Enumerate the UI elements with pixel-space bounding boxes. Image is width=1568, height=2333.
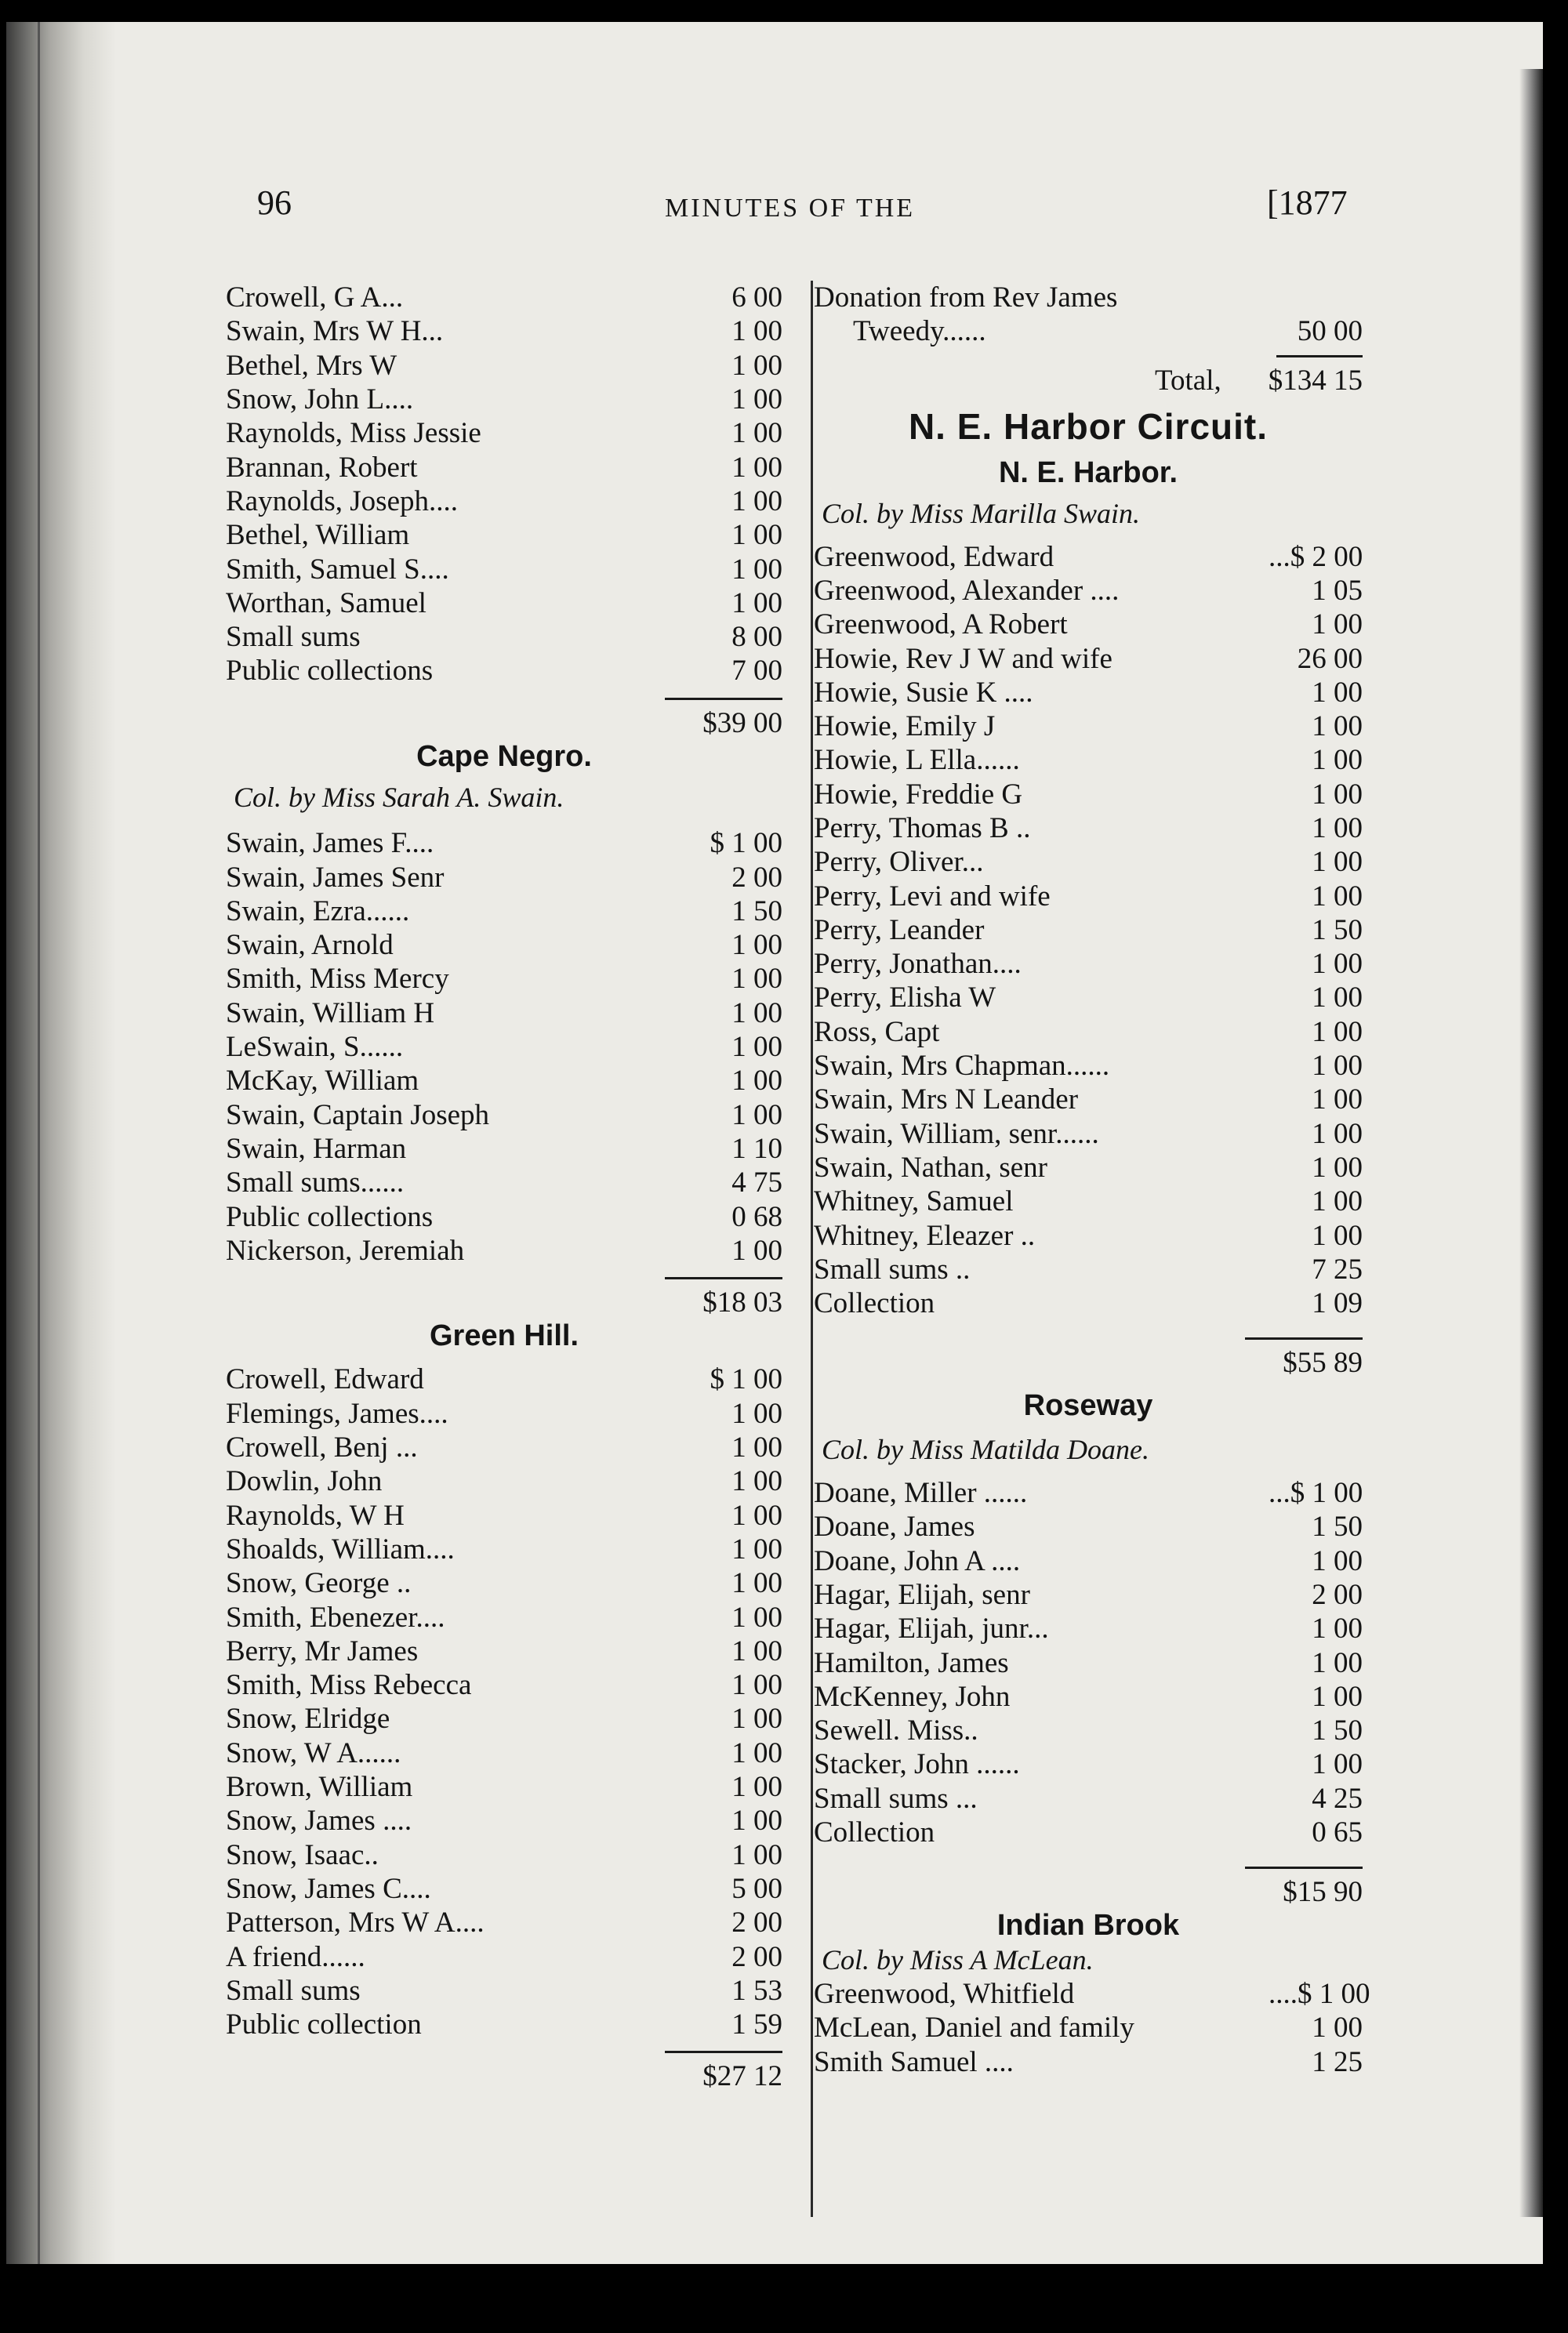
donor-name: Howie, Susie K .... xyxy=(814,676,1033,709)
donor-amount: 50 00 xyxy=(1297,315,1363,348)
donor-amount: 1 10 xyxy=(731,1132,782,1165)
list-item xyxy=(814,1117,1363,1151)
list-item xyxy=(226,1234,782,1268)
donor-name: Public collections xyxy=(226,1200,434,1233)
donor-name: Greenwood, Alexander .... xyxy=(814,574,1120,607)
list-item xyxy=(226,962,782,996)
list-item xyxy=(226,1736,782,1770)
donor-amount: 1 00 xyxy=(1312,1748,1363,1781)
donor-name: A friend...... xyxy=(226,1940,365,1973)
donor-name: Smith Samuel .... xyxy=(814,2045,1014,2078)
donor-amount: 1 00 xyxy=(1312,880,1363,913)
list-item xyxy=(226,1974,782,2008)
donor-amount: 1 00 xyxy=(1312,812,1363,844)
list-item xyxy=(814,1218,1363,1252)
left-column xyxy=(226,281,782,2093)
list-item xyxy=(226,894,782,928)
donor-amount: 1 00 xyxy=(731,484,782,517)
list-item xyxy=(226,314,782,348)
list-item xyxy=(814,1645,1363,1679)
list-item xyxy=(226,1566,782,1600)
collector-line: Col. by Miss A McLean. xyxy=(822,1944,1094,1976)
donor-amount: $ 1 00 xyxy=(710,1363,782,1396)
donor-amount: 1 00 xyxy=(1312,608,1363,641)
list-item xyxy=(226,349,782,383)
donor-amount: 1 53 xyxy=(731,1974,782,2007)
donor-name: Doane, James xyxy=(814,1511,975,1544)
list-item xyxy=(814,539,1363,573)
donor-name: Doane, John A .... xyxy=(814,1544,1021,1577)
right-column xyxy=(814,281,1370,2079)
collector-line: Col. by Miss Sarah A. Swain. xyxy=(234,781,564,813)
donor-name: Swain, Mrs W H... xyxy=(226,315,444,348)
donor-name: Ross, Capt xyxy=(814,1015,940,1048)
donor-amount: 1 00 xyxy=(1312,1646,1363,1679)
list-item xyxy=(226,654,782,688)
grand-total: $134 15 xyxy=(1268,364,1363,397)
donor-amount: 1 05 xyxy=(1312,574,1363,607)
list-item xyxy=(814,608,1363,641)
donor-name: Doane, Miller ...... xyxy=(814,1477,1028,1510)
list-item xyxy=(226,518,782,552)
section-total: $18 03 xyxy=(702,1286,782,1319)
donor-name: Howie, L Ella...... xyxy=(814,744,1020,777)
donor-amount: 1 00 xyxy=(731,451,782,484)
donor-name: Swain, William, senr...... xyxy=(814,1117,1099,1150)
sum-rule xyxy=(1245,1337,1363,1340)
donor-name: Smith, Samuel S.... xyxy=(226,553,449,586)
donor-name: Greenwood, Edward xyxy=(814,540,1054,573)
donor-amount: 26 00 xyxy=(1297,642,1363,675)
donor-amount: 1 00 xyxy=(1312,1151,1363,1184)
sum-rule xyxy=(1245,1867,1363,1869)
donor-amount: 1 00 xyxy=(1312,846,1363,879)
list-item xyxy=(226,1702,782,1736)
collector-line: Col. by Miss Matilda Doane. xyxy=(822,1434,1149,1466)
donor-name: Brannan, Robert xyxy=(226,451,418,484)
donor-name: Perry, Levi and wife xyxy=(814,880,1051,913)
donor-name: Raynolds, W H xyxy=(226,1499,405,1532)
list-item xyxy=(226,586,782,620)
list-item xyxy=(814,676,1363,709)
donor-amount: 1 00 xyxy=(731,1805,782,1838)
list-item xyxy=(226,2008,782,2041)
donor-name: Swain, James Senr xyxy=(226,861,445,894)
section-heading: Cape Negro. xyxy=(416,739,592,773)
list-item xyxy=(814,2011,1363,2045)
page-header xyxy=(6,183,1543,230)
donor-amount: ....$ 1 00 xyxy=(1269,1977,1370,2010)
sum-rule xyxy=(665,1277,782,1279)
donor-name: Whitney, Samuel xyxy=(814,1185,1014,1218)
donor-amount: 1 00 xyxy=(731,1431,782,1464)
section-heading: Green Hill. xyxy=(429,1319,579,1353)
donor-name: Crowell, Benj ... xyxy=(226,1431,418,1464)
donor-name: Public collection xyxy=(226,2008,422,2041)
donor-amount: 1 00 xyxy=(731,1669,782,1702)
donor-name: Smith, Miss Mercy xyxy=(226,963,449,996)
donor-name: Brown, William xyxy=(226,1771,413,1804)
list-item xyxy=(226,1668,782,1702)
donor-amount: 1 00 xyxy=(1312,2012,1363,2045)
list-item xyxy=(226,1431,782,1464)
donor-amount: 1 00 xyxy=(731,1065,782,1098)
donor-name: Bethel, Mrs W xyxy=(226,349,397,382)
list-item xyxy=(814,709,1363,743)
book-gutter xyxy=(6,22,116,2264)
donor-amount: 8 00 xyxy=(731,621,782,654)
donor-amount: 1 00 xyxy=(1312,1613,1363,1645)
donor-name: Swain, Harman xyxy=(226,1132,407,1165)
list-item xyxy=(814,1612,1363,1645)
donor-name: Berry, Mr James xyxy=(226,1635,419,1667)
donor-amount: 1 00 xyxy=(731,519,782,552)
donation-item xyxy=(814,314,1363,348)
list-item xyxy=(814,1782,1363,1816)
section-total: $39 00 xyxy=(702,706,782,739)
list-item xyxy=(226,1906,782,1939)
collector-line: Col. by Miss Marilla Swain. xyxy=(822,497,1141,529)
list-item xyxy=(226,620,782,654)
donor-name: Crowell, G A... xyxy=(226,281,404,314)
donor-amount: 2 00 xyxy=(731,1940,782,1973)
section-total: $55 89 xyxy=(1283,1347,1363,1380)
donor-amount: ...$ 1 00 xyxy=(1269,1477,1363,1510)
list-item xyxy=(226,1464,782,1498)
donor-name: Snow, Isaac.. xyxy=(226,1838,379,1871)
donor-name: McKay, William xyxy=(226,1065,419,1098)
donor-amount: 2 00 xyxy=(731,1907,782,1939)
section-total: $27 12 xyxy=(702,2060,782,2093)
list-item xyxy=(226,1533,782,1566)
list-item xyxy=(226,484,782,518)
list-item xyxy=(226,928,782,962)
list-item xyxy=(226,1132,782,1166)
list-item xyxy=(226,826,782,860)
donor-amount: 1 00 xyxy=(1312,1083,1363,1116)
donor-name: Howie, Emily J xyxy=(814,710,996,743)
donor-amount: 1 25 xyxy=(1312,2045,1363,2078)
list-item xyxy=(814,947,1363,981)
list-item xyxy=(814,1476,1363,1510)
donor-name: Sewell. Miss.. xyxy=(814,1714,978,1747)
donor-name: Stacker, John ...... xyxy=(814,1748,1020,1781)
donor-amount: 1 00 xyxy=(731,1234,782,1267)
donor-amount: 1 00 xyxy=(731,1771,782,1804)
donor-name: Public collections xyxy=(226,655,434,688)
total-label: Total, xyxy=(1155,364,1221,397)
section-total: $15 90 xyxy=(1283,1876,1363,1909)
donor-name: Swain, Mrs Chapman...... xyxy=(814,1050,1110,1083)
donor-amount: 1 00 xyxy=(731,315,782,348)
list-item xyxy=(226,1098,782,1132)
donor-amount: 7 00 xyxy=(731,655,782,688)
donor-amount: 1 50 xyxy=(1312,1511,1363,1544)
donor-name: LeSwain, S...... xyxy=(226,1031,404,1064)
list-item xyxy=(226,383,782,416)
donor-amount: 1 00 xyxy=(731,1533,782,1566)
list-item xyxy=(226,1030,782,1064)
donor-amount: 1 00 xyxy=(731,1601,782,1634)
list-item xyxy=(814,981,1363,1014)
list-item xyxy=(814,811,1363,845)
donor-name: Swain, Arnold xyxy=(226,929,394,962)
list-item xyxy=(814,1578,1363,1612)
list-item xyxy=(814,1049,1363,1083)
donor-name: Perry, Leander xyxy=(814,913,985,946)
donor-amount: 7 25 xyxy=(1312,1253,1363,1286)
donor-name: Smith, Ebenezer.... xyxy=(226,1601,445,1634)
donor-amount: 6 00 xyxy=(731,281,782,314)
donor-amount: 1 00 xyxy=(1312,676,1363,709)
donor-amount: 1 00 xyxy=(731,586,782,619)
donor-name: Patterson, Mrs W A.... xyxy=(226,1907,485,1939)
donor-name: Small sums xyxy=(226,1974,361,2007)
donor-name: Greenwood, Whitfield xyxy=(814,1977,1075,2010)
donor-amount: 1 00 xyxy=(1312,1050,1363,1083)
list-item xyxy=(814,778,1363,811)
roseway-list xyxy=(814,1476,1363,1909)
donor-amount: 1 00 xyxy=(731,963,782,996)
donor-amount: 1 00 xyxy=(731,1031,782,1064)
donor-name: Hamilton, James xyxy=(814,1646,1009,1679)
grand-total-row xyxy=(814,364,1363,397)
list-item xyxy=(226,552,782,586)
list-item xyxy=(814,1747,1363,1781)
donor-name: Perry, Oliver... xyxy=(814,846,984,879)
donation-line: Donation from Rev James xyxy=(814,281,1118,314)
list-item xyxy=(226,450,782,484)
donor-name: Small sums xyxy=(226,621,361,654)
donor-name: Tweedy...... xyxy=(853,315,986,348)
section-heading: Indian Brook xyxy=(996,1909,1180,1943)
list-item xyxy=(226,1635,782,1668)
donor-name: Snow, Elridge xyxy=(226,1703,390,1736)
column-divider xyxy=(811,281,813,2217)
list-item xyxy=(226,1600,782,1634)
donor-name: Perry, Thomas B .. xyxy=(814,812,1031,844)
donor-name: Snow, George .. xyxy=(226,1567,412,1600)
donor-amount: 5 00 xyxy=(731,1872,782,1905)
donor-name: Swain, Mrs N Leander xyxy=(814,1083,1079,1116)
donor-name: Howie, Rev J W and wife xyxy=(814,642,1112,675)
section-heading: N. E. Harbor. xyxy=(998,456,1178,490)
donor-name: Raynolds, Miss Jessie xyxy=(226,417,481,450)
donor-amount: 1 00 xyxy=(1312,1680,1363,1713)
donor-name: Snow, John L.... xyxy=(226,383,414,416)
donor-name: Flemings, James.... xyxy=(226,1397,448,1430)
donor-amount: 1 00 xyxy=(731,996,782,1029)
donor-name: Collection xyxy=(814,1816,935,1849)
list-item xyxy=(814,1977,1370,2011)
donor-name: Swain, James F.... xyxy=(226,827,434,860)
donor-name: Bethel, William xyxy=(226,519,410,552)
donor-amount: 4 25 xyxy=(1312,1782,1363,1815)
donor-amount: 1 00 xyxy=(731,1098,782,1131)
list-item xyxy=(814,1714,1363,1747)
list-item xyxy=(226,1939,782,1973)
list-item xyxy=(814,879,1363,913)
donor-amount: 1 50 xyxy=(1312,913,1363,946)
donor-name: Swain, Captain Joseph xyxy=(226,1098,490,1131)
donor-name: Small sums...... xyxy=(226,1166,405,1199)
donor-amount: 1 00 xyxy=(1312,778,1363,811)
donor-name: Swain, Nathan, senr xyxy=(814,1151,1047,1184)
donor-name: Howie, Freddie G xyxy=(814,778,1023,811)
donor-amount: 1 00 xyxy=(1312,1544,1363,1577)
list-item xyxy=(226,416,782,450)
list-item xyxy=(226,1064,782,1098)
sum-rule xyxy=(1276,355,1363,357)
donor-name: Crowell, Edward xyxy=(226,1363,424,1396)
list-item xyxy=(226,1499,782,1533)
donor-name: Small sums .. xyxy=(814,1253,971,1286)
donor-name: Perry, Elisha W xyxy=(814,981,996,1014)
list-item xyxy=(814,1185,1363,1218)
list-item xyxy=(814,1253,1363,1286)
donor-amount: 0 68 xyxy=(731,1200,782,1233)
donor-amount: 1 00 xyxy=(1312,1219,1363,1252)
donor-name: Swain, William H xyxy=(226,996,435,1029)
list-item xyxy=(814,1510,1363,1544)
gutter-line xyxy=(38,22,40,2264)
list-item xyxy=(814,1544,1363,1578)
donor-name: Hagar, Elijah, senr xyxy=(814,1578,1030,1611)
donor-amount: 1 00 xyxy=(1312,744,1363,777)
donor-amount: 1 00 xyxy=(731,1838,782,1871)
donor-amount: 1 09 xyxy=(1312,1287,1363,1320)
list-item xyxy=(226,1804,782,1838)
page-edge xyxy=(1519,69,1543,2217)
list-item xyxy=(226,281,782,314)
list-item xyxy=(814,641,1363,675)
list-item xyxy=(226,860,782,894)
donor-amount: 1 00 xyxy=(731,1465,782,1498)
donor-amount: $ 1 00 xyxy=(710,827,782,860)
donor-name: Snow, James C.... xyxy=(226,1872,431,1905)
list-item xyxy=(226,996,782,1030)
donor-name: Hagar, Elijah, junr... xyxy=(814,1613,1049,1645)
donor-name: Dowlin, John xyxy=(226,1465,383,1498)
donor-name: Raynolds, Joseph.... xyxy=(226,484,458,517)
green-hill-list xyxy=(226,1362,782,2093)
list-item xyxy=(226,1397,782,1431)
page-number: 96 xyxy=(257,183,292,222)
continued-list xyxy=(226,281,782,740)
list-item xyxy=(814,2045,1363,2078)
sum-rule xyxy=(665,698,782,700)
donor-amount: 0 65 xyxy=(1312,1816,1363,1849)
donor-amount: 1 00 xyxy=(1312,1015,1363,1048)
list-item xyxy=(814,1816,1363,1849)
running-head: MINUTES OF THE xyxy=(665,194,916,223)
donor-name: Snow, James .... xyxy=(226,1805,412,1838)
donor-amount: 1 50 xyxy=(731,894,782,927)
donor-amount: 2 00 xyxy=(1312,1578,1363,1611)
donor-amount: 1 00 xyxy=(731,1397,782,1430)
donor-amount: 2 00 xyxy=(731,861,782,894)
cape-negro-list xyxy=(226,826,782,1319)
donor-amount: 1 00 xyxy=(1312,981,1363,1014)
donor-name: Greenwood, A Robert xyxy=(814,608,1068,641)
donor-amount: 1 00 xyxy=(1312,1185,1363,1218)
list-item xyxy=(814,1083,1363,1116)
list-item xyxy=(226,1166,782,1199)
donor-amount: 1 00 xyxy=(731,349,782,382)
list-item xyxy=(814,1680,1363,1714)
donor-amount: 1 00 xyxy=(731,1567,782,1600)
donor-name: Whitney, Eleazer .. xyxy=(814,1219,1036,1252)
list-item xyxy=(814,574,1363,608)
list-item xyxy=(814,1015,1363,1049)
donor-name: Swain, Ezra...... xyxy=(226,894,410,927)
sum-rule xyxy=(665,2051,782,2053)
donor-name: Worthan, Samuel xyxy=(226,586,426,619)
donor-name: McLean, Daniel and family xyxy=(814,2012,1134,2045)
section-heading: Roseway xyxy=(1023,1389,1153,1423)
list-item xyxy=(814,1286,1363,1320)
donor-amount: 4 75 xyxy=(731,1166,782,1199)
ne-harbor-list xyxy=(814,539,1363,1380)
list-item xyxy=(226,1872,782,1906)
donor-name: Nickerson, Jeremiah xyxy=(226,1234,465,1267)
year-marker: [1877 xyxy=(1267,183,1348,222)
donor-name: Shoalds, William.... xyxy=(226,1533,455,1566)
indian-brook-list xyxy=(814,1977,1370,2079)
donor-amount: 1 59 xyxy=(731,2008,782,2041)
donor-name: McKenney, John xyxy=(814,1680,1011,1713)
list-item xyxy=(814,1151,1363,1185)
list-item xyxy=(814,913,1363,947)
list-item xyxy=(226,1362,782,1396)
donor-amount: 1 00 xyxy=(1312,1117,1363,1150)
donor-amount: 1 00 xyxy=(731,553,782,586)
donor-name: Small sums ... xyxy=(814,1782,978,1815)
donor-amount: 1 00 xyxy=(731,1703,782,1736)
list-item xyxy=(814,845,1363,879)
donor-name: Snow, W A...... xyxy=(226,1736,401,1769)
list-item xyxy=(226,1838,782,1871)
donor-amount: ...$ 2 00 xyxy=(1269,540,1363,573)
list-item xyxy=(226,1770,782,1804)
donor-name: Collection xyxy=(814,1287,935,1320)
book-page xyxy=(6,22,1543,2264)
donor-amount: 1 50 xyxy=(1312,1714,1363,1747)
donor-amount: 1 00 xyxy=(731,1736,782,1769)
circuit-heading: N. E. Harbor Circuit. xyxy=(908,406,1269,448)
donor-amount: 1 00 xyxy=(731,383,782,416)
list-item xyxy=(226,1199,782,1233)
donor-amount: 1 00 xyxy=(731,929,782,962)
donor-amount: 1 00 xyxy=(731,1499,782,1532)
donor-amount: 1 00 xyxy=(1312,710,1363,743)
donor-amount: 1 00 xyxy=(1312,948,1363,981)
donor-name: Perry, Jonathan.... xyxy=(814,948,1022,981)
donor-name: Smith, Miss Rebecca xyxy=(226,1669,472,1702)
donor-amount: 1 00 xyxy=(731,417,782,450)
donor-amount: 1 00 xyxy=(731,1635,782,1667)
list-item xyxy=(814,743,1363,777)
